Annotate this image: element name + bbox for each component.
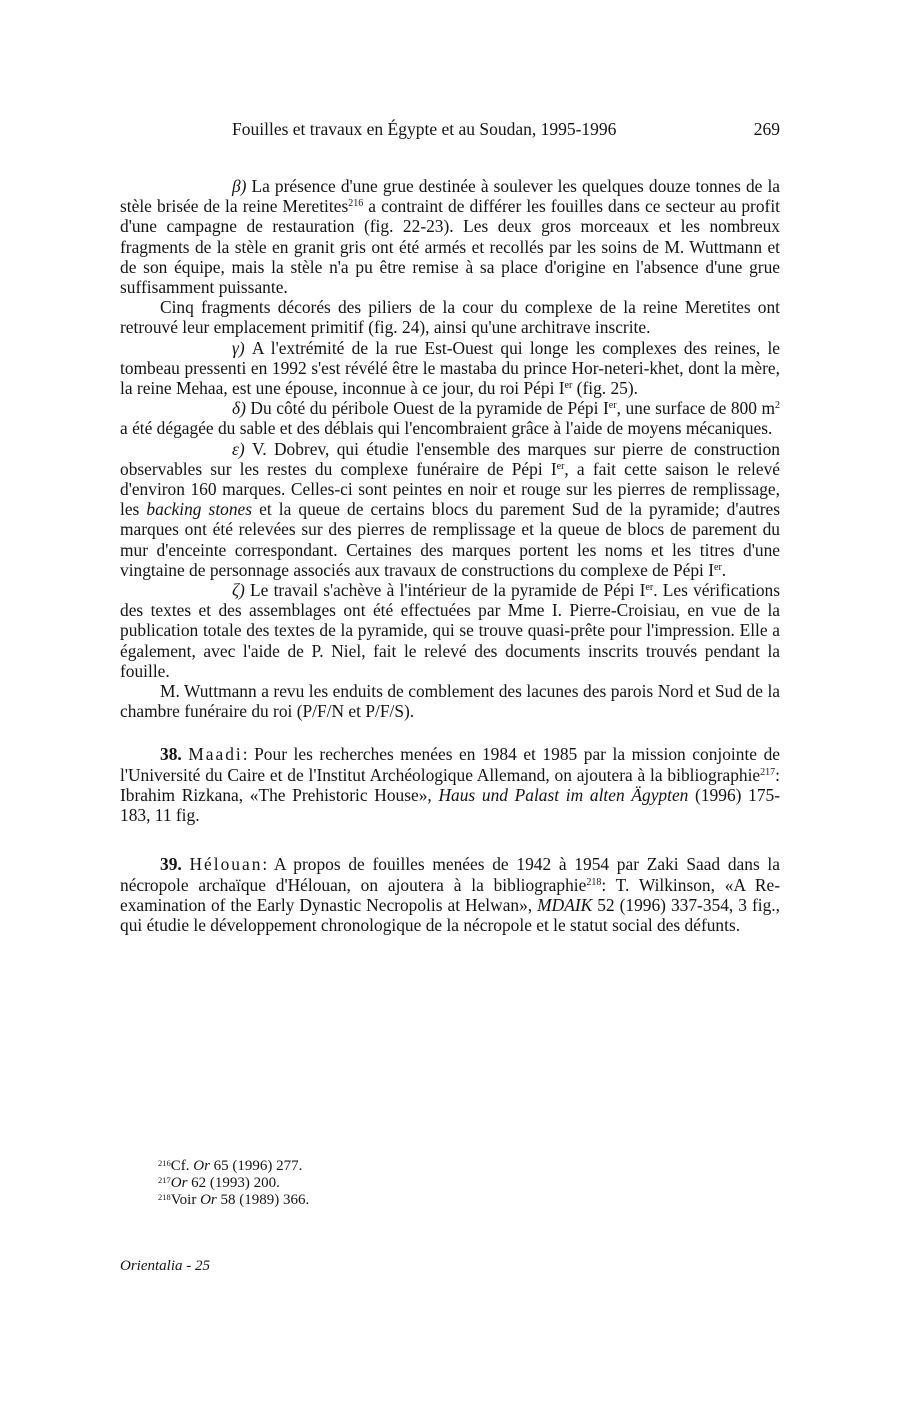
paragraph-text: Cinq fragments décorés des piliers de la cour du complexe de la reine Meretites ont retrouvé leur emplacement primitif (fig. 24), ainsi qu'une architrave inscrite. <box>120 297 780 338</box>
footnote-text: 58 (1989) 366. <box>216 1191 310 1208</box>
section-number: 39. <box>160 854 182 875</box>
page-number: 269 <box>753 119 780 139</box>
paragraph-epsilon <box>120 439 780 580</box>
footnote-number: 217 <box>158 1174 171 1185</box>
superscript: er <box>714 561 722 573</box>
paragraph-text: : Ibrahim Rizkana, «The Prehistoric House», <box>120 764 780 805</box>
italic-title: MDAIK <box>537 894 593 915</box>
footnote-text: Voir <box>170 1191 201 1208</box>
footnote-text: Cf. <box>170 1158 194 1174</box>
journal-abbrev: Or <box>170 1174 188 1191</box>
footnote-ref[interactable]: 216 <box>348 198 364 210</box>
footnote-number: 218 <box>158 1191 171 1202</box>
paragraph-text: M. Wuttmann a revu les enduits de comblement des lacunes des parois Nord et Sud de la chambre funéraire du roi (P/F/N et P/F/S). <box>120 681 780 722</box>
section-39-helouan <box>120 854 780 935</box>
paragraph-beta <box>120 176 780 297</box>
paragraph-wuttmann <box>120 681 780 721</box>
paragraph-text: a contraint de différer les fouilles dans ce secteur au profit d'une campagne de restauration (fig. 22-23). Les deux gros morceaux et les nombreux fragments de la stèle en granit gris ont été armés et recollés par les soins de M. Wuttmann et de son équipe, mais la stèle n'a pu être remise à sa place d'origine en l'absence d'une grue suffisamment puissante. <box>120 196 781 298</box>
item-marker: ζ) <box>232 580 245 601</box>
footnote-number: 216 <box>158 1158 171 1168</box>
running-title: Fouilles et travaux en Égypte et au Soudan, 1995-1996 <box>232 119 617 139</box>
superscript: er <box>564 380 573 392</box>
section-number: 38. <box>160 744 182 765</box>
paragraph-text: , une surface de 800 m <box>616 398 775 419</box>
paragraph-text: 52 (1996) 337-354, 3 fig., qui étudie le développement chronologique de la nécropole et le statut social des défunts. <box>120 894 780 935</box>
running-header <box>120 119 780 143</box>
paragraph-text: , a fait cette saison le relevé d'environ 160 marques. Celles-ci sont peintes en noir et rouge sur les pierres de remplissage, les <box>120 458 780 520</box>
paragraph-text: La présence d'une grue destinée à soulever les quelques douze tonnes de la stèle brisée de la reine Meretites <box>120 176 780 217</box>
superscript: 2 <box>774 400 780 412</box>
paragraph-text: Du côté du péribole Ouest de la pyramide de Pépi I <box>245 398 609 419</box>
footnote-ref[interactable]: 218 <box>586 876 602 888</box>
paragraph-text: a été dégagée du sable et des déblais qui l'encombraient grâce à l'aide de moyens mécaniques. <box>120 418 773 439</box>
item-marker: ε) <box>232 438 245 459</box>
paragraph-text: (1996) 175-183, 11 fig. <box>120 784 781 826</box>
paragraph-text: . <box>721 559 727 580</box>
paragraph-fragments <box>120 297 780 337</box>
paragraph-text: : Pour les recherches menées en 1984 et 1985 par la mission conjointe de l'Université du Caire et de l'Institut Archéologique Allemand, on ajoutera à la bibliographie <box>120 744 780 785</box>
footnote-218 <box>158 1192 309 1209</box>
paragraph-text: : A propos de fouilles menées de 1942 à 1954 par Zaki Saad dans la nécropole archaïque d'Hélouan, on ajoutera à la bibliographie <box>120 854 780 895</box>
paragraph-text: . Les vérifications des textes et des assemblages ont été effectuées par Mme I. Pierre-Croisiau, en vue de la publication totale des textes de la pyramide, qui se trouve quasi-prête pour l'impression. Elle a également, avec l'aide de P. Niel, fait le relevé des documents inscrits trouvés pendant la fouille. <box>120 580 780 681</box>
signature-mark: Orientalia - 25 <box>120 1258 210 1274</box>
item-marker: γ) <box>232 337 245 358</box>
footnote-ref[interactable]: 217 <box>760 766 776 778</box>
footnotes <box>158 1158 309 1208</box>
journal-abbrev: Or <box>200 1191 217 1208</box>
paragraph-zeta <box>120 580 780 681</box>
footnote-text: 65 (1996) 277. <box>209 1158 303 1174</box>
paragraph-delta <box>120 398 780 438</box>
paragraph-text: Le travail s'achève à l'intérieur de la pyramide de Pépi I <box>244 580 646 601</box>
italic-term: backing stones <box>146 499 253 520</box>
superscript: er <box>608 400 617 412</box>
superscript: er <box>645 582 654 594</box>
paragraph-text: (fig. 25). <box>572 378 639 399</box>
paragraph-text: A l'extrémité de la rue Est-Ouest qui longe les complexes des reines, le tombeau pressenti en 1992 s'est révélé être le mastaba du prince Hor-neteri-khet, dont la mère, la reine Mehaa, est une épouse, inconnue à ce jour, du roi Pépi I <box>120 337 780 399</box>
paragraph-text: : T. Wilkinson, «A Re-examination of the Early Dynastic Necropolis at Helwan», <box>120 874 780 915</box>
footnote-217 <box>158 1175 309 1192</box>
superscript: er <box>556 460 565 472</box>
paragraph-text: V. Dobrev, qui étudie l'ensemble des marques sur pierre de construction observables sur les restes du complexe funéraire de Pépi I <box>120 438 780 479</box>
paragraph-text: et la queue de certains blocs du parement Sud de la pyramide; d'autres marques ont été relevées sur des pierres de remplissage et la queue de blocs de parement du mur d'enceinte correspondant. Certaines des marques portent les noms et les titres d'une vingtaine de personnage associés aux travaux de constructions du complexe de Pépi I <box>120 499 781 580</box>
italic-title: Haus und Palast im alten Ägypten <box>438 784 689 805</box>
footnote-text: 62 (1993) 200. <box>187 1174 280 1191</box>
journal-abbrev: Or <box>193 1158 210 1174</box>
paragraph-gamma <box>120 338 780 399</box>
item-marker: δ) <box>232 398 246 419</box>
body-text <box>120 176 780 935</box>
section-38-maadi <box>120 744 780 825</box>
footnote-216 <box>158 1158 309 1175</box>
site-name: Hélouan <box>189 854 263 875</box>
item-marker: β) <box>232 176 247 196</box>
site-name: Maadi <box>188 744 243 765</box>
